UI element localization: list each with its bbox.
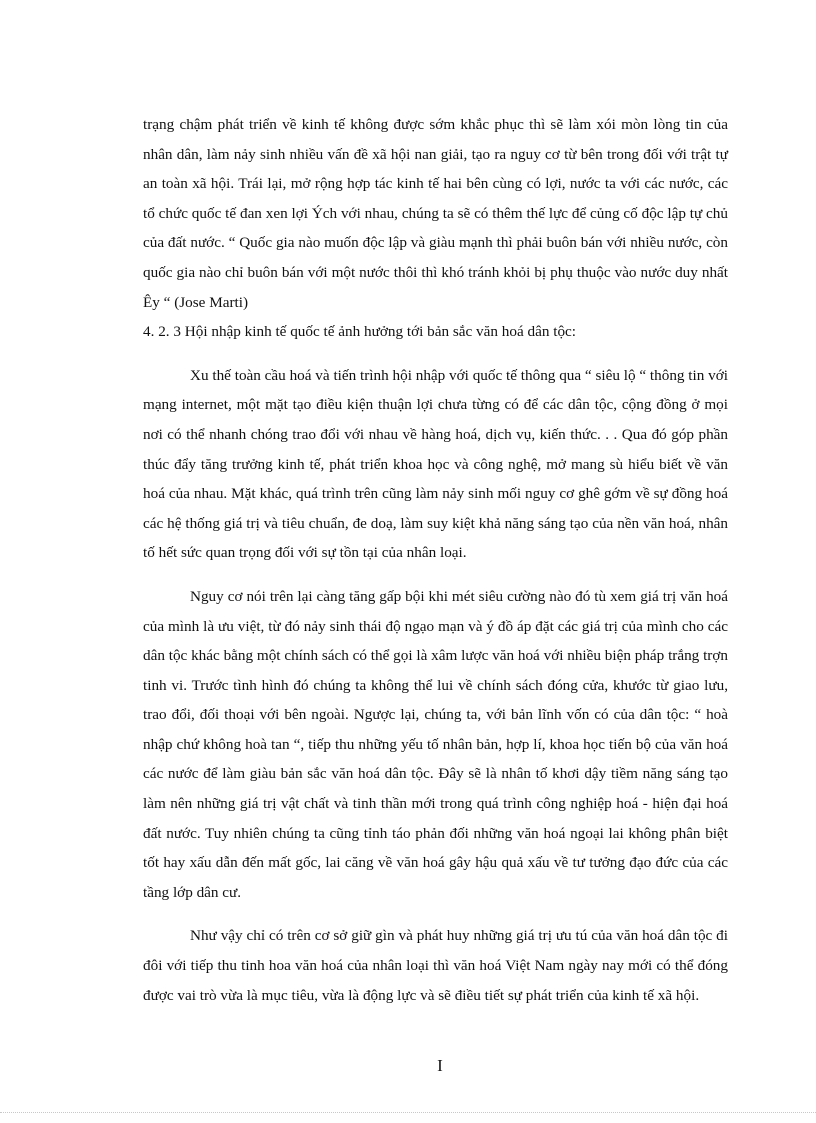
page-bottom-border [0,1112,816,1113]
paragraph-globalization: Xu thế toàn cầu hoá và tiến trình hội nhập với quốc tế thông qua “ siêu lộ “ thông tin với mạng internet, một mặt tạo điều kiện thuận lợi chưa từng có để các dân tộc, cộng đồng ở mọi nơi có thể nhanh chóng trao đổi với nhau về hàng hoá, dịch vụ, kiến thức. . . Qua đó góp phần thúc đẩy tăng trưởng kinh tế, phát triển khoa học và công nghệ, mở mang sù hiểu biết về văn hoá của nhau. Mặt khác, quá trình trên cũng làm nảy sinh mối nguy cơ ghê gớm về sự đồng hoá các hệ thống giá trị và tiêu chuẩn, đe doạ, làm suy kiệt khả năng sáng tạo của nền văn hoá, nhân tố hết sức quan trọng đối với sự tồn tại của nhân loại. [143,366,728,562]
page-number: I [437,1056,443,1075]
paragraph-conclusion: Như vậy chỉ có trên cơ sở giữ gìn và phát huy những giá trị ưu tú của văn hoá dân tộc đi đôi với tiếp thu tinh hoa văn hoá của nhân loại thì văn hoá Việt Nam ngày nay mới có thể đóng được vai trò vừa là mục tiêu, vừa là động lực và sẽ điều tiết sự phát triển của kinh tế xã hội. [143,927,728,1004]
paragraph-cultural-risk: Nguy cơ nói trên lại càng tăng gấp bội khi mét siêu cường nào đó tù xem giá trị văn hoá của mình là ưu việt, từ đó nảy sinh thái độ ngạo mạn và ý đồ áp đặt các giá trị của mình cho các dân tộc khác bằng một chính sách có thể gọi là xâm lược văn hoá với nhiều biện pháp trắng trợn tinh vi. Trước tình hình đó chúng ta không thể lui về chính sách đóng cửa, khước từ giao lưu, trao đổi, đối thoại với bên ngoài. Ngược lại, chúng ta, với bản lĩnh vốn có của dân tộc: “ hoà nhập chứ không hoà tan “, tiếp thu những yếu tố nhân bản, hợp lí, khoa học tiến bộ của văn hoá các nước để làm giàu bản sắc văn hoá dân tộc. Đây sẽ là nhân tố khơi dậy tiềm năng sáng tạo làm nên những giá trị vật chất và tinh thần mới trong quá trình công nghiệp hoá - hiện đại hoá đất nước. Tuy nhiên chúng ta cũng tỉnh táo phản đối những văn hoá ngoại lai không phân biệt tốt hay xấu dẫn đến mất gốc, lai căng về văn hoá gây hậu quả xấu về tư tưởng đạo đức của các tầng lớp dân cư. [143,587,728,901]
paragraph-continued: trạng chậm phát triển về kinh tế không được sớm khắc phục thì sẽ làm xói mòn lòng tin của nhân dân, làm nảy sinh nhiều vấn đề xã hội nan giải, tạo ra nguy cơ từ bên trong đối với trật tự an toàn xã hội. Trái lại, mở rộng hợp tác kinh tế hai bên cùng có lợi, nước ta với các nước, các tổ chức quốc tế đan xen lợi Ých với nhau, chúng ta sẽ có thêm thế lực để củng cố độc lập tự chủ của đất nước. “ Quốc gia nào muốn độc lập và giàu mạnh thì phải buôn bán với nhiều nước, còn quốc gia nào chỉ buôn bán với một nước thôi thì khó tránh khỏi bị phụ thuộc vào nước duy nhất Êy “ (Jose Marti) [143,116,728,311]
section-heading: 4. 2. 3 Hội nhập kinh tế quốc tế ảnh hưởng tới bản sắc văn hoá dân tộc: [143,323,576,341]
document-body [143,110,728,1010]
